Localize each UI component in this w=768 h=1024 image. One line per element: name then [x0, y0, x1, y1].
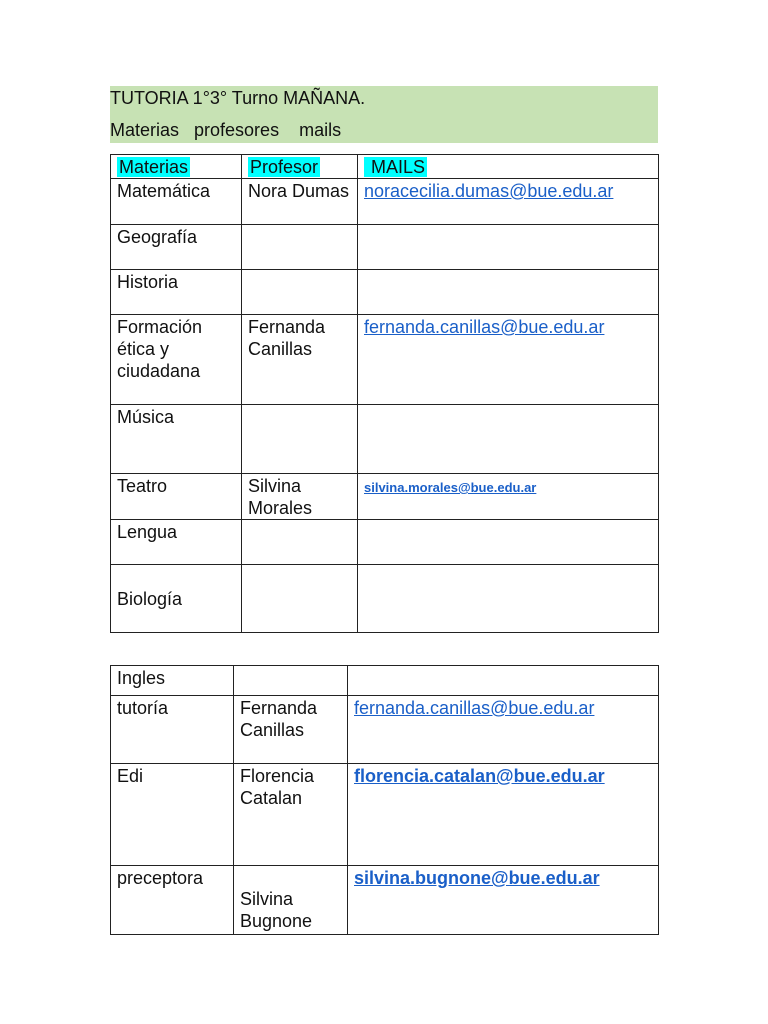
teacher-cell — [242, 520, 358, 565]
subject-cell: Edi — [111, 764, 234, 866]
page-subtitle: Materias profesores mails — [110, 120, 342, 140]
table-row — [111, 179, 659, 225]
table-header-row — [111, 155, 659, 179]
teacher-cell — [234, 666, 348, 696]
email-link[interactable]: noracecilia.dumas@bue.edu.ar — [364, 181, 614, 201]
header-cell-mails: MAILS — [358, 155, 659, 179]
mail-cell — [358, 225, 659, 270]
teacher-cell — [242, 225, 358, 270]
table-row — [111, 225, 659, 270]
mail-cell — [358, 520, 659, 565]
subject-cell: Biología — [111, 565, 242, 633]
teacher-cell — [242, 565, 358, 633]
table-row — [111, 315, 659, 405]
teacher-cell: Fernanda Canillas — [234, 696, 348, 764]
subject-cell: Ingles — [111, 666, 234, 696]
subject-cell: Geografía — [111, 225, 242, 270]
email-link[interactable]: silvina.bugnone@bue.edu.ar — [354, 868, 600, 888]
teacher-cell: Silvina Bugnone — [234, 866, 348, 935]
header-cell-materias: Materias — [111, 155, 242, 179]
mail-cell — [358, 565, 659, 633]
email-link[interactable]: florencia.catalan@bue.edu.ar — [354, 766, 605, 786]
subject-cell: Formación ética y ciudadana — [111, 315, 242, 405]
table-row — [111, 696, 659, 764]
table-row — [111, 270, 659, 315]
table-row — [111, 565, 659, 633]
subject-cell: Lengua — [111, 520, 242, 565]
page-title: TUTORIA 1°3° Turno MAÑANA. — [110, 88, 366, 108]
email-link[interactable]: fernanda.canillas@bue.edu.ar — [354, 698, 595, 718]
teacher-cell — [242, 405, 358, 474]
teacher-cell: Fernanda Canillas — [242, 315, 358, 405]
subject-cell: Teatro — [111, 474, 242, 520]
table-row — [111, 666, 659, 696]
table-row — [111, 474, 659, 520]
mail-cell — [358, 405, 659, 474]
mail-cell — [358, 474, 659, 520]
mail-cell — [358, 270, 659, 315]
mail-cell — [348, 866, 659, 935]
subjects-table — [110, 154, 659, 633]
subject-cell: Historia — [111, 270, 242, 315]
table-row — [111, 866, 659, 935]
mail-cell — [358, 179, 659, 225]
teacher-cell: Florencia Catalan — [234, 764, 348, 866]
table-row — [111, 520, 659, 565]
mail-cell — [348, 764, 659, 866]
email-link[interactable]: silvina.morales@bue.edu.ar — [364, 480, 537, 495]
subject-cell: tutoría — [111, 696, 234, 764]
extra-subjects-table — [110, 665, 659, 935]
mail-cell — [348, 666, 659, 696]
mail-cell — [348, 696, 659, 764]
teacher-cell: Nora Dumas — [242, 179, 358, 225]
table-row — [111, 764, 659, 866]
subject-cell: preceptora — [111, 866, 234, 935]
email-link[interactable]: fernanda.canillas@bue.edu.ar — [364, 317, 605, 337]
subject-cell: Matemática — [111, 179, 242, 225]
table-row — [111, 405, 659, 474]
teacher-cell — [242, 270, 358, 315]
mail-cell — [358, 315, 659, 405]
teacher-cell: Silvina Morales — [242, 474, 358, 520]
header-cell-profesor: Profesor — [242, 155, 358, 179]
subject-cell: Música — [111, 405, 242, 474]
